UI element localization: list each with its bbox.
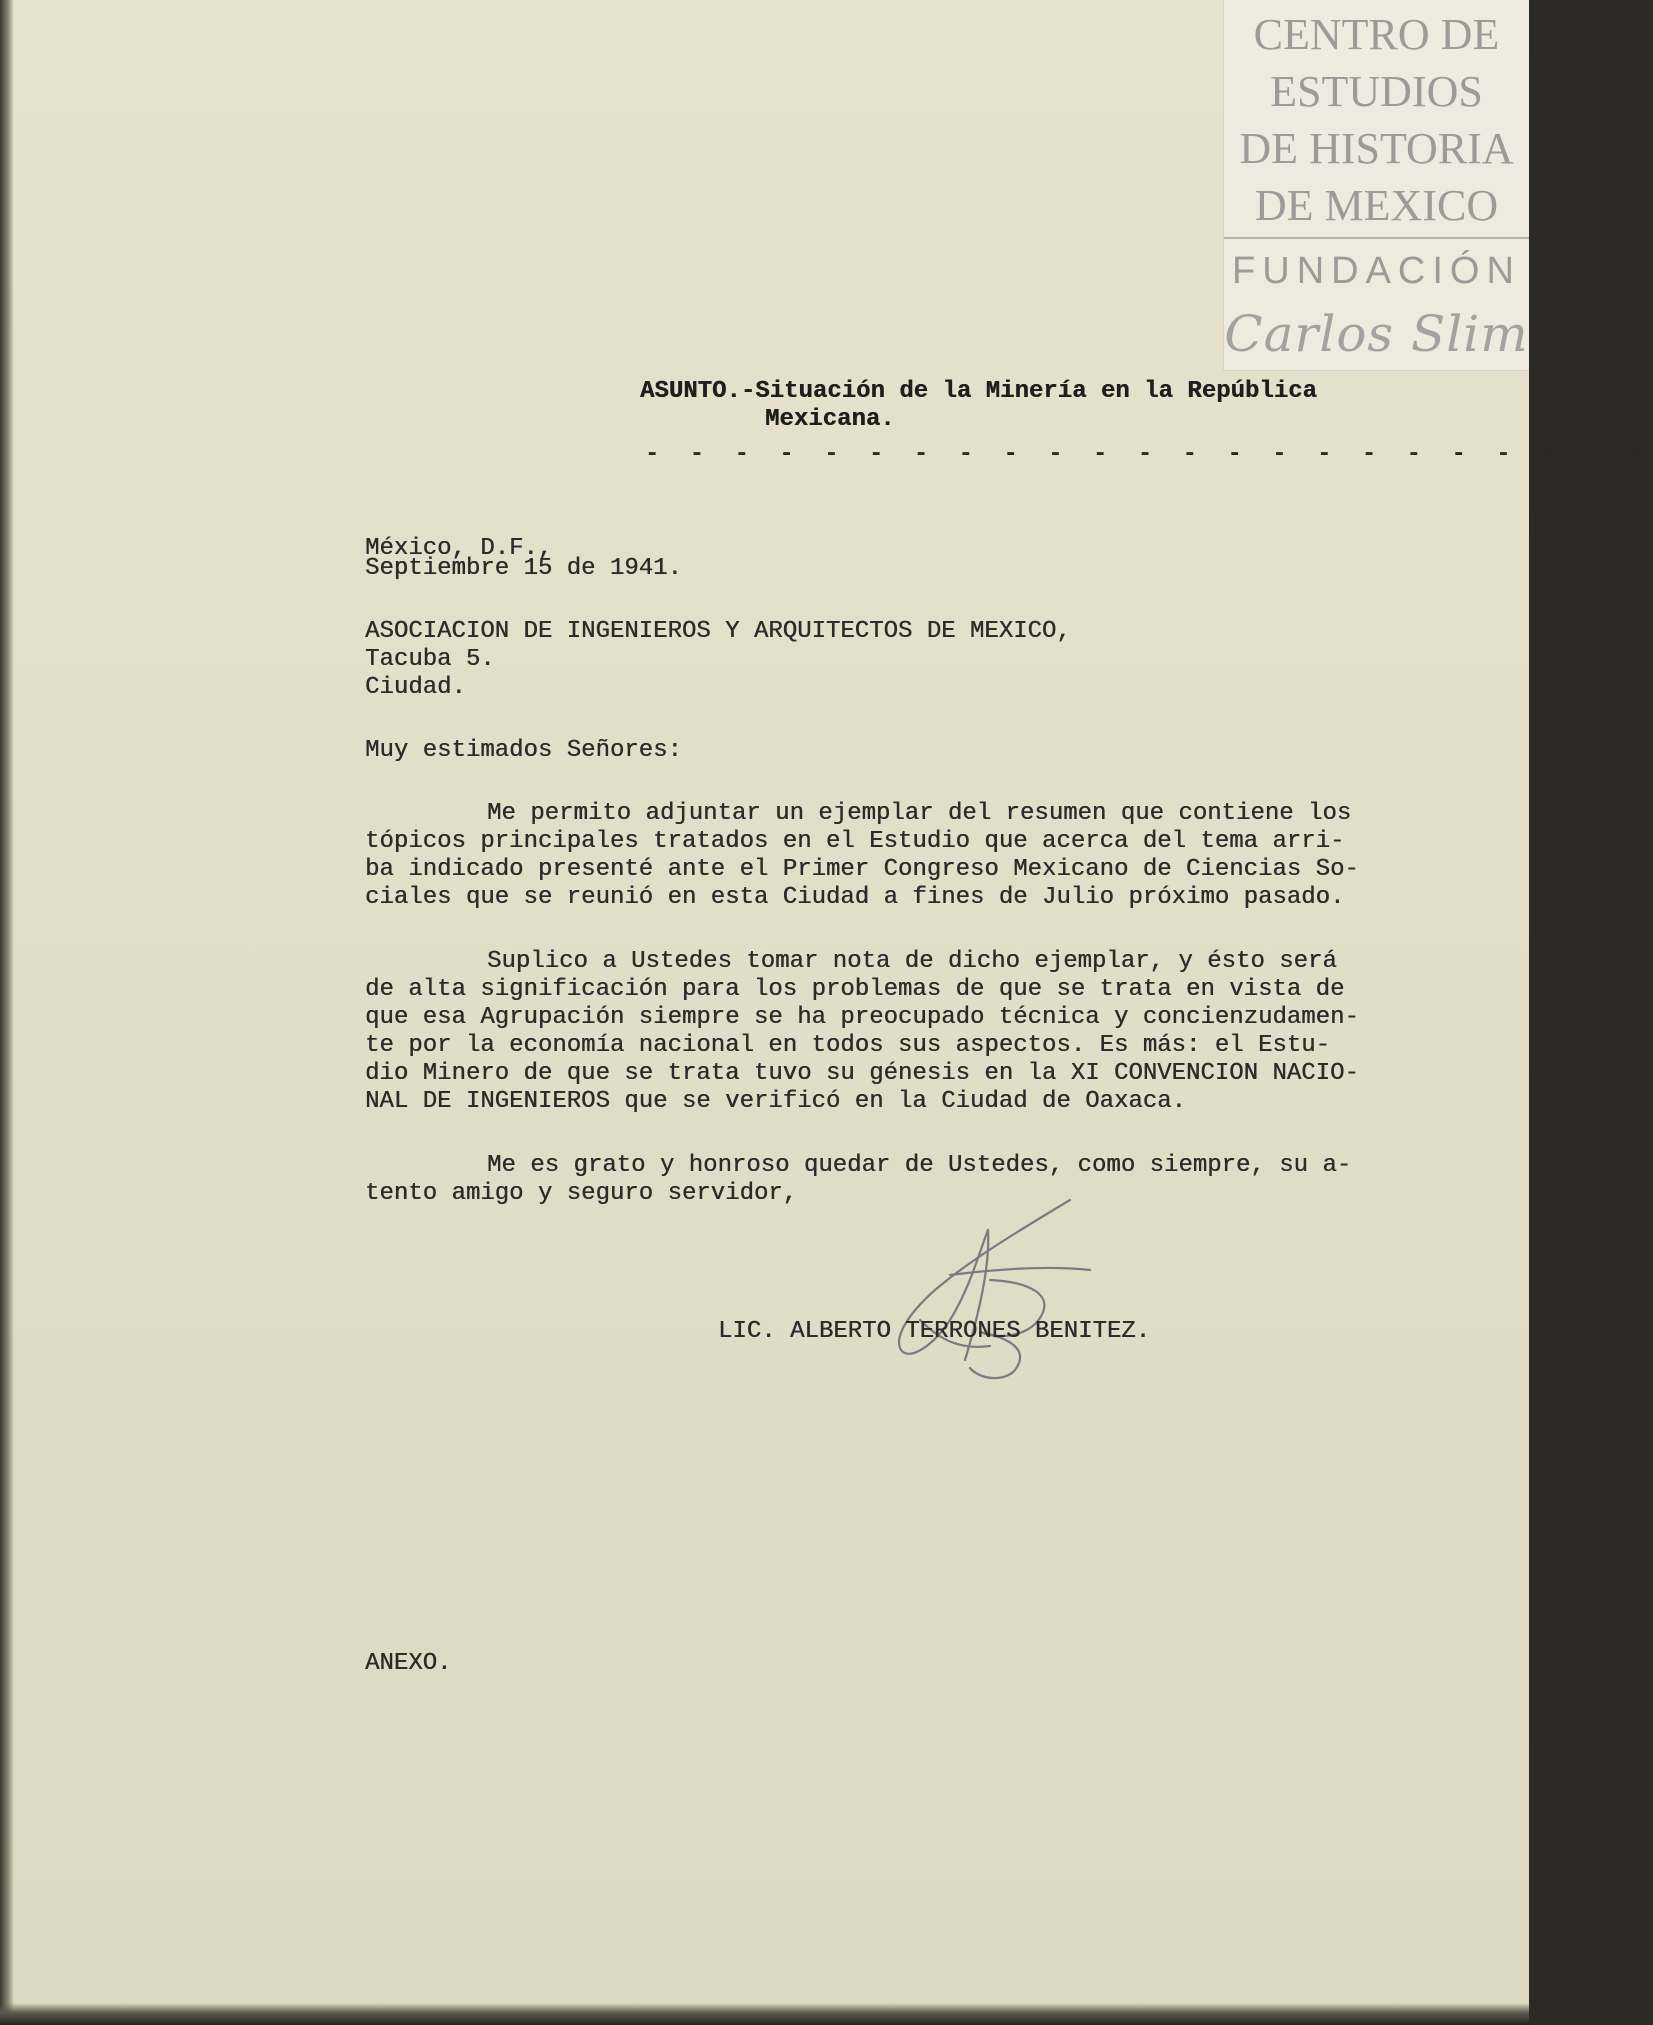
subject-line-2: Mexicana. bbox=[765, 406, 895, 433]
paragraph-2-line: te por la economía nacional en todos sus aspectos. Es más: el Estu- bbox=[365, 1032, 1330, 1059]
subject-line-1: ASUNTO.-Situación de la Minería en la República bbox=[640, 378, 1317, 405]
paragraph-1-line: Me permito adjuntar un ejemplar del resumen que contiene los bbox=[487, 800, 1352, 827]
scan-left-edge bbox=[0, 0, 14, 2025]
annex-note: ANEXO. bbox=[365, 1650, 452, 1677]
salutation: Muy estimados Señores: bbox=[365, 737, 682, 764]
paragraph-2-line: Suplico a Ustedes tomar nota de dicho ejemplar, y ésto será bbox=[487, 948, 1337, 975]
paragraph-2-line: de alta significación para los problemas de que se trata en vista de bbox=[365, 976, 1345, 1003]
scan-bottom-edge bbox=[0, 2003, 1529, 2025]
watermark-line: DE HISTORIA bbox=[1239, 124, 1514, 173]
paragraph-3-line: Me es grato y honroso quedar de Ustedes, como siempre, su a- bbox=[487, 1152, 1352, 1179]
handwritten-signature bbox=[840, 1170, 1140, 1390]
place: México, D.F., bbox=[365, 535, 553, 562]
subject-underline: - - - - - - - - - - - - - - - - - - - - - - - bbox=[645, 441, 1653, 468]
watermark-script-logo: Carlos Slim bbox=[1224, 305, 1529, 363]
watermark-line: DE MEXICO bbox=[1254, 181, 1499, 230]
recipient-city: Ciudad. bbox=[365, 674, 466, 701]
paragraph-1-line: tópicos principales tratados en el Estudio que acerca del tema arri- bbox=[365, 828, 1345, 855]
recipient-street: Tacuba 5. bbox=[365, 646, 495, 673]
archive-watermark bbox=[1223, 0, 1529, 371]
date: Septiembre 15 de 1941. bbox=[365, 555, 682, 582]
paragraph-3-line: tento amigo y seguro servidor, bbox=[365, 1180, 798, 1207]
paragraph-2-line: que esa Agrupación siempre se ha preocupado técnica y concienzudamen- bbox=[365, 1004, 1359, 1031]
recipient-name: ASOCIACION DE INGENIEROS Y ARQUITECTOS DE MEXICO, bbox=[365, 618, 1071, 645]
watermark-divider bbox=[1224, 237, 1529, 239]
watermark-center-name bbox=[1224, 6, 1529, 234]
signer-name: LIC. ALBERTO TERRONES BENITEZ. bbox=[718, 1318, 1151, 1345]
paragraph-1-line: ciales que se reunió en esta Ciudad a fines de Julio próximo pasado. bbox=[365, 884, 1345, 911]
paragraph-2-line: dio Minero de que se trata tuvo su génesis en la XI CONVENCION NACIO- bbox=[365, 1060, 1359, 1087]
paragraph-1-line: ba indicado presenté ante el Primer Congreso Mexicano de Ciencias So- bbox=[365, 856, 1359, 883]
paragraph-2-line: NAL DE INGENIEROS que se verificó en la Ciudad de Oaxaca. bbox=[365, 1088, 1186, 1115]
watermark-foundation: FUNDACIÓN bbox=[1232, 250, 1521, 292]
watermark-line: ESTUDIOS bbox=[1270, 67, 1483, 116]
watermark-line: CENTRO DE bbox=[1253, 10, 1500, 59]
